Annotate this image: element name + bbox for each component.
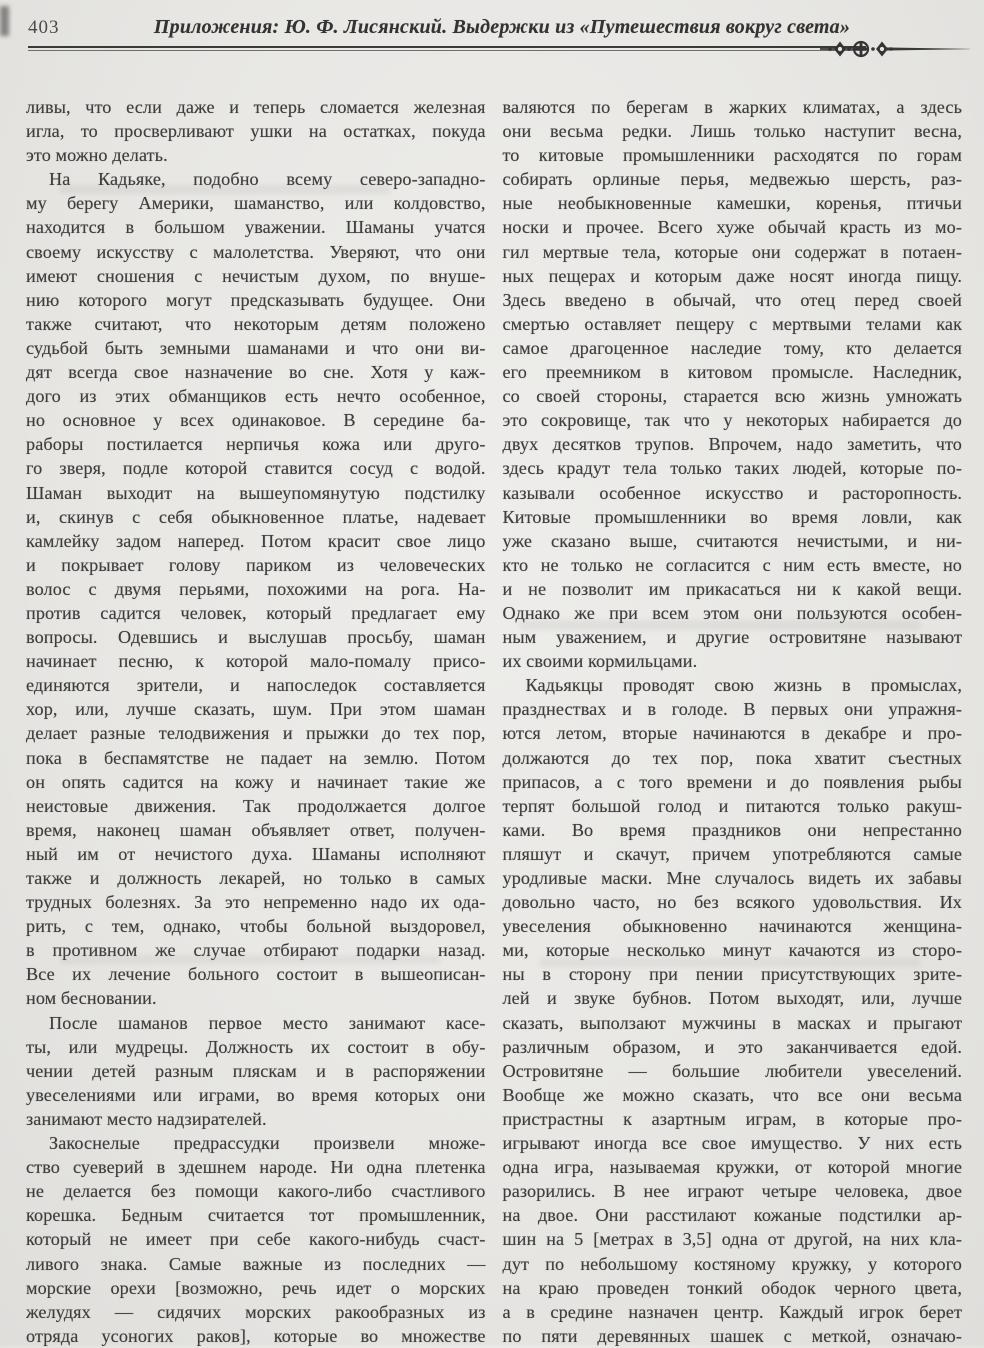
text-line: Здесь введено в обычай, что отец перед своей [502, 289, 962, 310]
text-line: разорились. В нее играют четыре человека, двое [502, 1181, 962, 1202]
text-line: также считают, что некоторым детям положено [26, 313, 486, 334]
text-line: волос с двумя перьями, похожими на рога. На- [26, 578, 486, 599]
header-rule [28, 46, 866, 51]
text-line: самое драгоценное наследие тому, кто делается [502, 337, 962, 358]
text-line: делает разные телодвижения и прыжки до тех пор, [26, 723, 486, 744]
text-line: корешка. Бедным считается тот промышленник, [26, 1205, 486, 1226]
running-title: Приложения: Ю. Ф. Лисянский. Выдержки из «Путешествия вокруг света» [153, 16, 851, 38]
text-line: ные необыкновенные камешки, коренья, птичьи [502, 193, 962, 214]
text-line: ны в сторону при пении присутствующих зрите- [502, 964, 962, 985]
text-line: и не позволит им прикасаться ни к какой вещи. [502, 578, 962, 599]
text-line: против садится человек, который предлагает ему [26, 602, 486, 623]
text-line: припасов, а с того времени и до появления рыбы [502, 771, 962, 792]
text-line: по пяти деревянных шашек с меткой, означаю- [502, 1325, 962, 1346]
text-line: игла, то просверливают ушки на остатках, покуда [26, 121, 486, 142]
text-line: раборы постилается нерпичья кожа или друго- [26, 434, 486, 455]
text-line: на краю проведен тонкий ободок черного цвета, [502, 1277, 962, 1298]
text-line: не делается без помощи какого-либо счастливого [26, 1181, 486, 1202]
two-column-text [0, 72, 984, 1348]
text-line: вопросы. Одевшись и выслушав просьбу, шаман [26, 627, 486, 648]
text-line: пока в беспамятстве не падает на землю. Потом [26, 747, 486, 768]
text-line: пляшут и скачут, причем употребляются самые [502, 843, 962, 864]
text-line: то китовые промышленники расходятся по горам [502, 145, 962, 166]
text-line: это можно делать. [26, 145, 168, 166]
text-line: со своей стороны, старается всю жизнь умножать [502, 386, 962, 407]
text-line: который не имеет при себе какого-нибудь счаст- [26, 1229, 486, 1250]
text-line: уже сказано выше, считаются нечистыми, и ни- [502, 530, 962, 551]
text-line: собирать орлиные перья, медвежью шерсть, раз- [502, 169, 962, 190]
text-line: нию которого могут предсказывать будущее. Они [26, 289, 486, 310]
text-line: неистовые движения. Так продолжается долгое [26, 795, 486, 816]
text-line: двух десятков трупов. Впрочем, надо заметить, что [502, 434, 962, 455]
text-column-right [503, 95, 963, 1348]
text-line: трудных болезнях. За это непременно надо их ода- [26, 892, 486, 913]
text-line: дого из этих обманщиков есть нечто особенное, [26, 386, 486, 407]
text-line: в противном же случае отбирают подарки назад. [26, 940, 486, 961]
text-line: На Кадьяке, подобно всему северо-западно- [49, 169, 486, 190]
text-line: время, наконец шаман объявляет ответ, получен- [26, 819, 486, 840]
text-line: Шаман выходит на вышеупомянутую подстилку [26, 482, 486, 503]
text-line: увеселения обыкновенно начинаются женщина- [502, 916, 962, 937]
text-line: морские орехи [возможно, речь идет о морских [26, 1277, 486, 1298]
text-line: Китовые промышленники во время ловли, как [502, 506, 962, 527]
text-line: а в средине назначен центр. Каждый игрок берет [502, 1301, 962, 1322]
text-line: чении детей разным пляскам и в распоряжении [26, 1060, 486, 1081]
text-line: и, скинув с себя обыкновенное платье, надевает [26, 506, 486, 527]
fleuron-ornament-icon [820, 37, 972, 61]
text-line: ются летом, вторые начинаются в декабре и про- [502, 723, 962, 744]
text-line: игрывают иногда все свое имущество. У них есть [502, 1133, 962, 1154]
text-line: рить, с тем, однако, чтобы больной выздоровел, [26, 916, 486, 937]
text-line: камлейку задом наперед. Потом красит свое лицо [26, 530, 486, 551]
text-line: находится в большом уважении. Шаманы учатся [26, 217, 486, 238]
text-line: пристрастны к азартным играм, в которые про- [502, 1108, 962, 1129]
page-header [0, 0, 984, 72]
text-line: му берегу Америки, шаманство, или колдовство, [26, 193, 486, 214]
text-line: начинает песню, к которой мало-помалу присо- [26, 651, 486, 672]
text-line: Кадьякцы проводят свою жизнь в промыслах, [525, 675, 962, 696]
text-line: судьбой быть земными шаманами и что они ви- [26, 337, 486, 358]
text-line: валяются по берегам в жарких климатах, а здесь [502, 97, 962, 117]
text-line: ство суеверий в здешнем народе. Ни одна плетенка [26, 1157, 486, 1178]
text-line: ном бесновании. [26, 988, 157, 1009]
text-column-left [26, 95, 486, 1348]
text-line: одна игра, называемая кружки, от которой многие [502, 1157, 962, 1178]
text-line: После шаманов первое место занимают касе- [49, 1012, 486, 1033]
text-line: отряда усоногих раков], которые во множестве [26, 1325, 486, 1346]
text-line: должаются до тех пор, пока хватит съестных [502, 747, 962, 768]
text-line: ных пещерах и которым даже носят иногда пищу. [502, 265, 962, 286]
text-line: ным уважением, и другие островитяне называют [502, 627, 962, 648]
text-line: их своими кормильцами. [502, 651, 698, 672]
text-line: ный им от нечистого духа. Шаманы исполняют [26, 843, 486, 864]
text-line: различным образом, и это заканчивается едой. [502, 1036, 962, 1057]
text-line: здесь крадут тела только таких людей, которые по- [502, 458, 962, 479]
text-line: хор, или, лучше сказать, шум. При этом шаман [26, 699, 486, 720]
text-line: имеют сношения с нечистым духом, по внуше- [26, 265, 486, 286]
text-line: Однако же при всем этом они пользуются особен- [502, 602, 962, 623]
text-line: это сокровище, так что у некоторых набирается до [502, 410, 962, 431]
text-line: и покрывает голову париком из человеческих [26, 554, 486, 575]
text-line: но основное у всех одинаковое. В середине ба- [26, 410, 486, 431]
text-line: Островитяне — большие любители увеселений. [502, 1060, 962, 1081]
text-line: смертью оставляет пещеру с мертвыми телами как [502, 313, 962, 334]
text-line: единяются зрители, и напоследок составляется [26, 675, 486, 696]
text-line: кто не только не согласится с ним есть вместе, но [502, 554, 962, 575]
text-line: ками. Во время праздников они непрестанно [502, 819, 962, 840]
text-line: Все их лечение больного состоит в вышеописан- [26, 964, 486, 985]
text-line: уродливые маски. Мне случалось видеть их забавы [502, 868, 962, 888]
text-line: носки и прочее. Всего хуже обычай красть из мо- [502, 217, 962, 238]
text-line: ты, или мудрецы. Должность их состоит в обу- [26, 1036, 486, 1057]
text-line: Закоснелые предрассудки произвели множе- [49, 1133, 486, 1154]
text-line: он опять садится на кожу и начинает такие же [26, 771, 486, 792]
text-line: го зверя, подле которой ставится сосуд с водой. [26, 458, 486, 479]
text-line: Вообще же можно сказать, что все они весьма [502, 1084, 962, 1105]
text-line: казывали особенное искусство и расторопность. [502, 482, 962, 503]
text-line: довольно часто, но без всякого удовольствия. Их [502, 892, 962, 913]
text-line: празднествах и в голоде. В первых они упражня- [502, 699, 962, 720]
text-line: сказать, выползают мужчины в масках и прыгают [502, 1012, 962, 1033]
text-line: на двое. Они расстилают кожаные подстилки ар- [502, 1205, 962, 1226]
page-number: 403 [28, 17, 60, 38]
text-line: увеселениями или играми, во время которых они [26, 1084, 486, 1105]
text-line: терпят большой голод и питаются только ракуш- [502, 795, 962, 816]
text-line: его преемником в китовом промысле. Наследник, [502, 362, 962, 383]
text-line: гил мертвые тела, которые они содержат в потаен- [502, 241, 962, 262]
text-line: дут по небольшому костяному кружку, у которого [502, 1253, 962, 1274]
text-line: ми, которые несколько минут качаются из сторо- [502, 940, 962, 961]
text-line: ливого знака. Самые важные из последних — [26, 1253, 486, 1274]
text-line: желудях — сидячих морских ракообразных из [26, 1301, 486, 1322]
text-line: шин на 5 [метрах в 3,5] одна от другой, на них кла- [502, 1229, 962, 1250]
text-line: своему искусству с малолетства. Уверяют, что они [26, 241, 486, 262]
text-line: дят всегда свое назначение во сне. Хотя у каж- [26, 362, 486, 383]
text-line: занимают место надзирателей. [26, 1108, 267, 1129]
text-line: также и должность лекарей, но только в самых [26, 868, 486, 888]
text-line: они весьма редки. Лишь только наступит весна, [502, 121, 962, 142]
text-line: ливы, что если даже и теперь сломается железная [26, 97, 486, 117]
text-line: лей и звуке бубнов. Потом выходят, или, лучше [502, 988, 962, 1009]
